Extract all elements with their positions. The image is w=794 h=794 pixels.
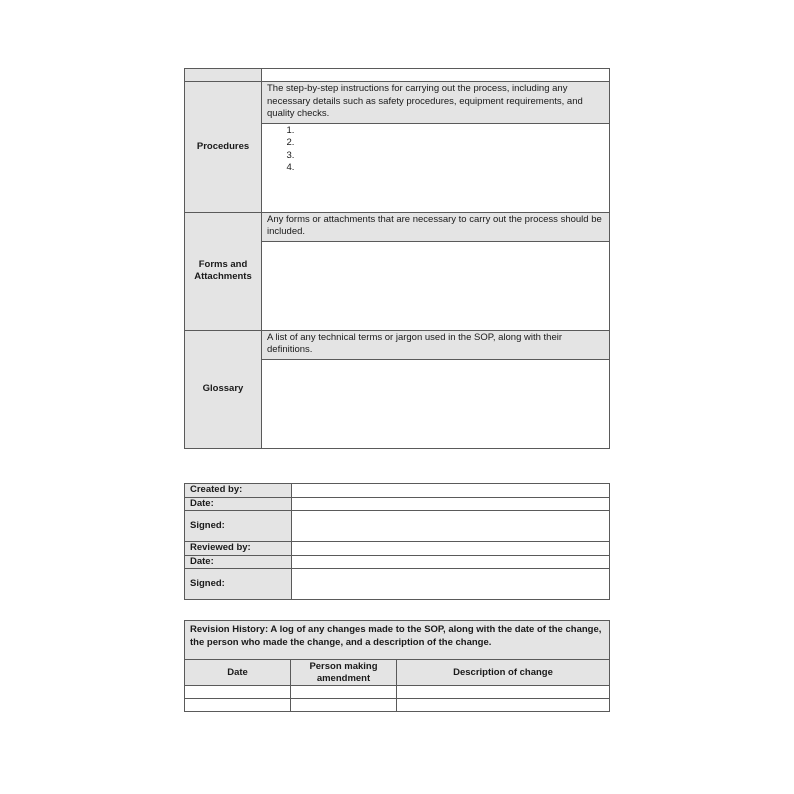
forms-label: Forms and Attachments	[185, 212, 262, 330]
reviewed-by-field[interactable]	[292, 542, 610, 556]
procedures-content-cell[interactable]	[262, 123, 610, 212]
glossary-content-cell[interactable]	[262, 359, 610, 448]
revision-person-cell[interactable]	[291, 699, 397, 712]
description-column-header: Description of change	[397, 660, 610, 686]
forms-description: Any forms or attachments that are necessary to carry out the process should be included.	[262, 212, 610, 241]
procedure-step[interactable]	[297, 137, 609, 150]
created-by-label: Created by:	[185, 484, 292, 498]
date-label: Date:	[185, 497, 292, 511]
date-label: Date:	[185, 555, 292, 569]
reviewed-by-label: Reviewed by:	[185, 542, 292, 556]
revision-person-cell[interactable]	[291, 686, 397, 699]
signed-label: Signed:	[185, 569, 292, 600]
reviewed-date-field[interactable]	[292, 555, 610, 569]
forms-content-cell[interactable]	[262, 241, 610, 330]
procedure-step[interactable]	[297, 162, 609, 175]
created-date-field[interactable]	[292, 497, 610, 511]
revision-history-table	[184, 620, 610, 712]
table-row	[185, 686, 610, 699]
forms-description-row	[185, 212, 610, 241]
procedures-step-list	[262, 125, 609, 175]
procedure-step[interactable]	[297, 150, 609, 163]
revision-date-cell[interactable]	[185, 699, 291, 712]
signoff-table	[184, 483, 610, 600]
person-column-header: Person making amendment	[291, 660, 397, 686]
glossary-label: Glossary	[185, 330, 262, 448]
sop-table	[184, 68, 610, 449]
revision-description-cell[interactable]	[397, 699, 610, 712]
revision-history-title: Revision History: A log of any changes made to the SOP, along with the date of the change, the person who made the change, and a description of the change.	[185, 621, 610, 660]
date-column-header: Date	[185, 660, 291, 686]
table-row	[185, 699, 610, 712]
reviewed-signature-field[interactable]	[292, 569, 610, 600]
procedures-label: Procedures	[185, 82, 262, 213]
revision-description-cell[interactable]	[397, 686, 610, 699]
top-blank-label-cell	[185, 69, 262, 82]
procedure-step[interactable]	[297, 125, 609, 138]
signed-label: Signed:	[185, 511, 292, 542]
procedures-description-row	[185, 82, 610, 124]
top-blank-content-cell[interactable]	[262, 69, 610, 82]
created-signature-field[interactable]	[292, 511, 610, 542]
glossary-description-row	[185, 330, 610, 359]
created-by-field[interactable]	[292, 484, 610, 498]
top-blank-row	[185, 69, 610, 82]
glossary-description: A list of any technical terms or jargon used in the SOP, along with their definitions.	[262, 330, 610, 359]
revision-date-cell[interactable]	[185, 686, 291, 699]
procedures-description: The step-by-step instructions for carrying out the process, including any necessary details such as safety procedures, equipment requirements, and quality checks.	[262, 82, 610, 124]
